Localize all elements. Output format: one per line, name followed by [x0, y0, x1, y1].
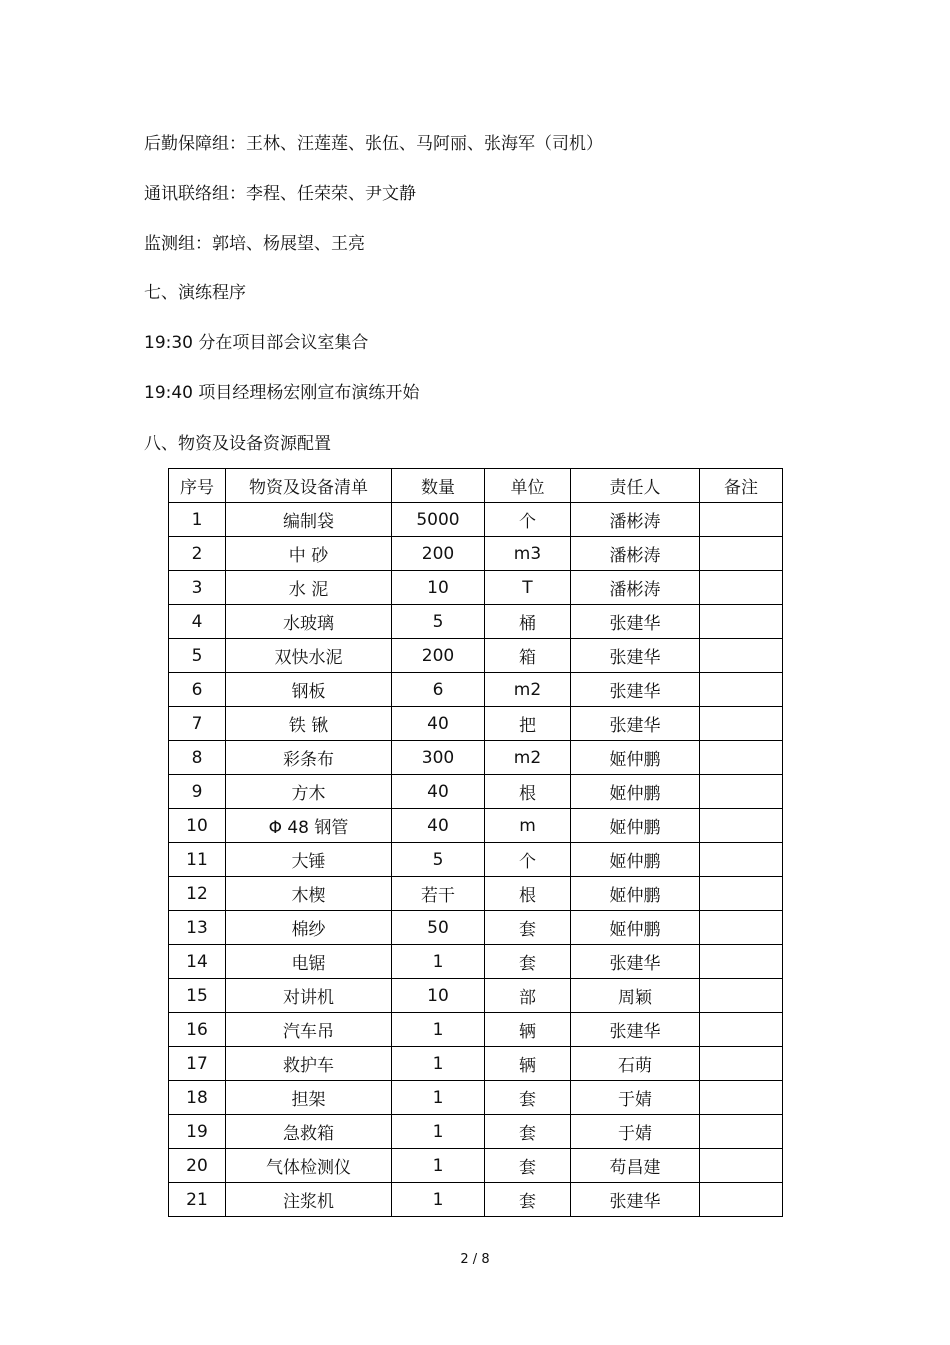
- col-header-note: 备注: [700, 469, 783, 503]
- cell-item: 气体检测仪: [226, 1149, 392, 1183]
- col-header-owner: 责任人: [571, 469, 700, 503]
- cell-quantity: 10: [392, 571, 485, 605]
- cell-item: 对讲机: [226, 979, 392, 1013]
- cell-owner: 张建华: [571, 1013, 700, 1047]
- cell-item: 彩条布: [226, 741, 392, 775]
- cell-note: [700, 1115, 783, 1149]
- table-row: [169, 809, 783, 843]
- cell-note: [700, 809, 783, 843]
- cell-index: 2: [169, 537, 226, 571]
- table-row: [169, 707, 783, 741]
- table-row: [169, 673, 783, 707]
- table-row: [169, 1013, 783, 1047]
- cell-item: 铁 锹: [226, 707, 392, 741]
- cell-item: 方木: [226, 775, 392, 809]
- cell-owner: 潘彬涛: [571, 537, 700, 571]
- resource-table: [168, 468, 783, 1217]
- table-row: [169, 1047, 783, 1081]
- cell-unit: 套: [485, 1149, 571, 1183]
- cell-index: 18: [169, 1081, 226, 1115]
- cell-quantity: 1: [392, 1183, 485, 1217]
- cell-unit: m2: [485, 741, 571, 775]
- cell-quantity: 5: [392, 605, 485, 639]
- cell-item: 双快水泥: [226, 639, 392, 673]
- cell-quantity: 50: [392, 911, 485, 945]
- cell-index: 7: [169, 707, 226, 741]
- cell-quantity: 若干: [392, 877, 485, 911]
- cell-index: 21: [169, 1183, 226, 1217]
- cell-owner: 张建华: [571, 639, 700, 673]
- cell-quantity: 200: [392, 639, 485, 673]
- cell-quantity: 1: [392, 1081, 485, 1115]
- table-row: [169, 741, 783, 775]
- cell-owner: 苟昌建: [571, 1149, 700, 1183]
- table-header-row: [169, 469, 783, 503]
- cell-owner: 潘彬涛: [571, 503, 700, 537]
- cell-owner: 张建华: [571, 945, 700, 979]
- table-row: [169, 945, 783, 979]
- cell-index: 13: [169, 911, 226, 945]
- cell-note: [700, 1047, 783, 1081]
- cell-unit: 根: [485, 877, 571, 911]
- schedule-item-1: 19:30 分在项目部会议室集合: [144, 333, 369, 353]
- col-header-item: 物资及设备清单: [226, 469, 392, 503]
- cell-quantity: 6: [392, 673, 485, 707]
- cell-quantity: 10: [392, 979, 485, 1013]
- cell-item: 电锯: [226, 945, 392, 979]
- cell-note: [700, 537, 783, 571]
- cell-item: 担架: [226, 1081, 392, 1115]
- cell-unit: m2: [485, 673, 571, 707]
- cell-owner: 石萌: [571, 1047, 700, 1081]
- cell-item: 木楔: [226, 877, 392, 911]
- cell-item: 注浆机: [226, 1183, 392, 1217]
- cell-index: 5: [169, 639, 226, 673]
- cell-note: [700, 571, 783, 605]
- cell-quantity: 200: [392, 537, 485, 571]
- cell-index: 4: [169, 605, 226, 639]
- cell-note: [700, 1081, 783, 1115]
- cell-owner: 姬仲鹏: [571, 843, 700, 877]
- table-row: [169, 911, 783, 945]
- table-row: [169, 979, 783, 1013]
- table-row: [169, 571, 783, 605]
- cell-item: 中 砂: [226, 537, 392, 571]
- cell-quantity: 1: [392, 1149, 485, 1183]
- cell-item: 棉纱: [226, 911, 392, 945]
- table-row: [169, 639, 783, 673]
- cell-index: 6: [169, 673, 226, 707]
- cell-unit: 套: [485, 1081, 571, 1115]
- cell-index: 10: [169, 809, 226, 843]
- cell-owner: 于婧: [571, 1081, 700, 1115]
- table-row: [169, 1081, 783, 1115]
- cell-index: 16: [169, 1013, 226, 1047]
- paragraph-1: 后勤保障组：王林、汪莲莲、张伍、马阿丽、张海军（司机）: [144, 134, 603, 154]
- table-row: [169, 877, 783, 911]
- cell-item: 汽车吊: [226, 1013, 392, 1047]
- cell-unit: 辆: [485, 1047, 571, 1081]
- cell-note: [700, 877, 783, 911]
- section-heading-drill-procedure: 七、演练程序: [144, 283, 246, 303]
- cell-quantity: 40: [392, 707, 485, 741]
- cell-quantity: 300: [392, 741, 485, 775]
- cell-unit: 套: [485, 1115, 571, 1149]
- cell-index: 15: [169, 979, 226, 1013]
- cell-unit: m3: [485, 537, 571, 571]
- cell-item: 钢板: [226, 673, 392, 707]
- cell-owner: 姬仲鹏: [571, 809, 700, 843]
- cell-owner: 张建华: [571, 673, 700, 707]
- cell-note: [700, 605, 783, 639]
- cell-item: 救护车: [226, 1047, 392, 1081]
- table-row: [169, 775, 783, 809]
- cell-unit: 把: [485, 707, 571, 741]
- cell-note: [700, 1149, 783, 1183]
- cell-owner: 张建华: [571, 1183, 700, 1217]
- cell-unit: 套: [485, 1183, 571, 1217]
- cell-note: [700, 775, 783, 809]
- cell-owner: 姬仲鹏: [571, 877, 700, 911]
- cell-owner: 张建华: [571, 707, 700, 741]
- table-row: [169, 1149, 783, 1183]
- table-row: [169, 605, 783, 639]
- cell-quantity: 40: [392, 809, 485, 843]
- cell-item: 水 泥: [226, 571, 392, 605]
- table-row: [169, 1183, 783, 1217]
- cell-note: [700, 945, 783, 979]
- cell-unit: 根: [485, 775, 571, 809]
- cell-unit: 套: [485, 911, 571, 945]
- col-header-index: 序号: [169, 469, 226, 503]
- cell-item: 编制袋: [226, 503, 392, 537]
- cell-owner: 张建华: [571, 605, 700, 639]
- cell-unit: m: [485, 809, 571, 843]
- cell-index: 19: [169, 1115, 226, 1149]
- cell-owner: 于婧: [571, 1115, 700, 1149]
- cell-quantity: 1: [392, 1115, 485, 1149]
- cell-index: 20: [169, 1149, 226, 1183]
- cell-unit: 桶: [485, 605, 571, 639]
- cell-note: [700, 503, 783, 537]
- cell-unit: T: [485, 571, 571, 605]
- cell-index: 12: [169, 877, 226, 911]
- cell-note: [700, 639, 783, 673]
- cell-unit: 个: [485, 503, 571, 537]
- cell-quantity: 1: [392, 945, 485, 979]
- cell-quantity: 5000: [392, 503, 485, 537]
- cell-note: [700, 707, 783, 741]
- cell-note: [700, 843, 783, 877]
- cell-item: Φ 48 钢管: [226, 809, 392, 843]
- col-header-unit: 单位: [485, 469, 571, 503]
- cell-quantity: 1: [392, 1013, 485, 1047]
- cell-item: 水玻璃: [226, 605, 392, 639]
- cell-quantity: 1: [392, 1047, 485, 1081]
- cell-unit: 箱: [485, 639, 571, 673]
- table-row: [169, 503, 783, 537]
- cell-quantity: 5: [392, 843, 485, 877]
- cell-unit: 个: [485, 843, 571, 877]
- cell-index: 17: [169, 1047, 226, 1081]
- cell-note: [700, 1013, 783, 1047]
- cell-unit: 套: [485, 945, 571, 979]
- cell-index: 11: [169, 843, 226, 877]
- cell-quantity: 40: [392, 775, 485, 809]
- paragraph-3: 监测组：郭培、杨展望、王亮: [144, 234, 365, 254]
- cell-item: 大锤: [226, 843, 392, 877]
- cell-index: 9: [169, 775, 226, 809]
- page-number: 2 / 8: [460, 1252, 490, 1267]
- cell-owner: 周颖: [571, 979, 700, 1013]
- cell-owner: 姬仲鹏: [571, 741, 700, 775]
- cell-index: 3: [169, 571, 226, 605]
- cell-owner: 姬仲鹏: [571, 775, 700, 809]
- cell-note: [700, 979, 783, 1013]
- col-header-quantity: 数量: [392, 469, 485, 503]
- cell-unit: 辆: [485, 1013, 571, 1047]
- cell-index: 8: [169, 741, 226, 775]
- table-body: [169, 503, 783, 1217]
- cell-unit: 部: [485, 979, 571, 1013]
- table-row: [169, 537, 783, 571]
- cell-note: [700, 673, 783, 707]
- table-row: [169, 843, 783, 877]
- section-heading-resources: 八、物资及设备资源配置: [144, 434, 331, 454]
- table-row: [169, 1115, 783, 1149]
- cell-item: 急救箱: [226, 1115, 392, 1149]
- cell-owner: 姬仲鹏: [571, 911, 700, 945]
- cell-note: [700, 1183, 783, 1217]
- cell-index: 14: [169, 945, 226, 979]
- schedule-item-2: 19:40 项目经理杨宏刚宣布演练开始: [144, 383, 420, 403]
- paragraph-2: 通讯联络组：李程、任荣荣、尹文静: [144, 184, 416, 204]
- cell-note: [700, 741, 783, 775]
- cell-note: [700, 911, 783, 945]
- cell-owner: 潘彬涛: [571, 571, 700, 605]
- cell-index: 1: [169, 503, 226, 537]
